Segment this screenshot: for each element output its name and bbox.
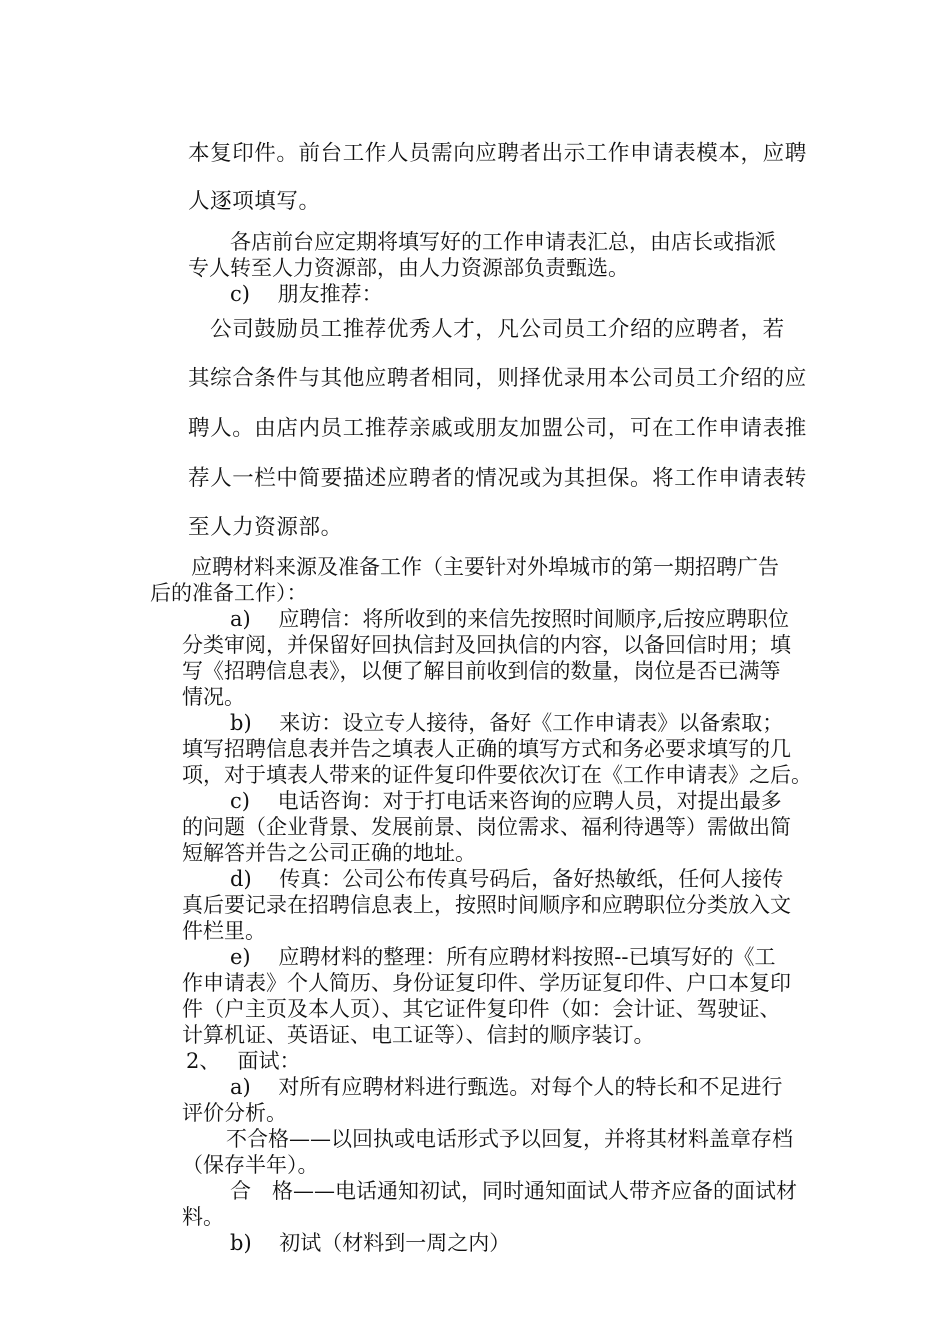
text-line: 公司鼓励员工推荐优秀人才，凡公司员工介绍的应聘者，若 xyxy=(188,317,785,342)
text-line: 各店前台应定期将填写好的工作申请表汇总，由店长或指派 xyxy=(188,230,776,254)
text-line: 至人力资源部。 xyxy=(188,515,343,540)
text-line: 分类审阅，并保留好回执信封及回执信的内容，以备回信时用；填 xyxy=(182,633,791,657)
text-line: 后的准备工作）： xyxy=(150,581,308,605)
text-line: 计算机证、英语证、电工证等）、信封的顺序装订。 xyxy=(182,1023,655,1047)
text-line: 不合格——以回执或电话形式予以回复，并将其材料盖章存档 xyxy=(205,1127,793,1151)
text-line: 写《招聘信息表》，以便了解目前收到信的数量，岗位是否已满等 xyxy=(182,659,781,683)
text-line: 荐人一栏中简要描述应聘者的情况或为其担保。将工作申请表转 xyxy=(188,466,807,491)
text-line: 合 格——电话通知初试，同时通知面试人带齐应备的面试材 xyxy=(230,1179,797,1203)
text-line: 作申请表》个人简历、身份证复印件、学历证复印件、户口本复印 xyxy=(182,971,791,995)
text-line: 本复印件。前台工作人员需向应聘者出示工作申请表模本，应聘 xyxy=(188,141,807,166)
text-line: 其综合条件与其他应聘者相同，则择优录用本公司员工介绍的应 xyxy=(188,366,807,391)
text-line: 专人转至人力资源部，由人力资源部负责甄选。 xyxy=(188,256,629,280)
text-line: 聘人。由店内员工推荐亲戚或朋友加盟公司，可在工作申请表推 xyxy=(188,416,807,441)
text-line: c) 电话咨询：对于打电话来咨询的应聘人员，对提出最多 xyxy=(230,789,782,813)
text-line: 填写招聘信息表并告之填表人正确的填写方式和务必要求填写的几 xyxy=(182,737,791,761)
text-line: 短解答并告之公司正确的地址。 xyxy=(182,841,476,865)
text-line: a) 应聘信：将所收到的来信先按照时间顺序,后按应聘职位 xyxy=(230,607,790,631)
text-line: 人逐项填写。 xyxy=(188,189,321,214)
text-line: 真后要记录在招聘信息表上，按照时间顺序和应聘职位分类放入文 xyxy=(182,893,791,917)
text-line: 件栏里。 xyxy=(182,919,266,943)
text-line: 件（户主页及本人页）、其它证件复印件（如：会计证、驾驶证、 xyxy=(182,997,781,1021)
text-line: （保存半年）。 xyxy=(182,1153,319,1177)
text-line: 应聘材料来源及准备工作（主要针对外埠城市的第一期招聘广告 xyxy=(170,555,779,579)
text-line: d) 传真：公司公布传真号码后，备好热敏纸，任何人接传 xyxy=(230,867,784,891)
text-line: a) 对所有应聘材料进行甄选。对每个人的特长和不足进行 xyxy=(230,1075,783,1099)
text-line: 项，对于填表人带来的证件复印件要依次订在《工作申请表》之后。 xyxy=(182,763,812,787)
text-line: c) 朋友推荐： xyxy=(230,282,383,306)
text-line: 情况。 xyxy=(182,685,245,709)
text-line: e) 应聘材料的整理：所有应聘材料按照--已填写好的《工 xyxy=(230,945,776,969)
text-line: b) 初试（材料到一周之内） xyxy=(230,1231,511,1255)
text-line: 评价分析。 xyxy=(182,1101,287,1125)
text-line: b) 来访：设立专人接待，备好《工作申请表》以备索取； xyxy=(230,711,784,735)
section-heading: 2、 面试： xyxy=(186,1049,301,1073)
text-line: 料。 xyxy=(182,1205,224,1229)
text-line: 的问题（企业背景、发展前景、岗位需求、福利待遇等）需做出简 xyxy=(182,815,791,839)
